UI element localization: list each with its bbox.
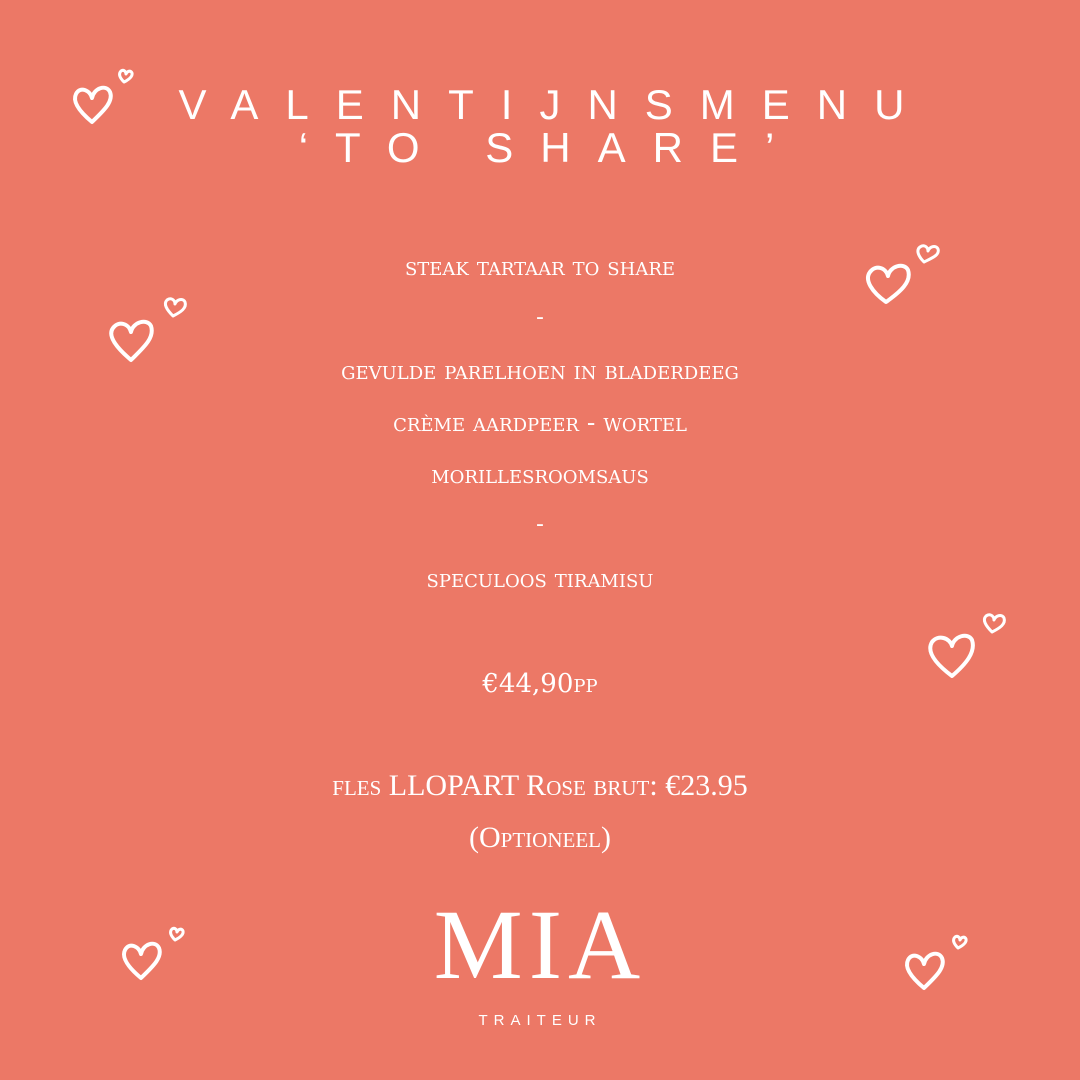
heart-doodle-icon	[115, 918, 195, 988]
heart-doodle-icon	[920, 604, 1016, 686]
heart-doodle-icon	[103, 290, 193, 370]
course-separator: -	[536, 512, 544, 537]
brand-logo: MIA	[433, 889, 647, 1000]
dessert-item: speculoos tiramisu	[426, 564, 654, 593]
optional-note: (Optioneel)	[469, 821, 611, 854]
wine-option: fles LLOPART Rose brut: €23.95	[332, 769, 748, 802]
price-per-person: €44,90pp	[482, 669, 598, 699]
heart-doodle-icon	[858, 238, 948, 313]
course-separator: -	[536, 305, 544, 330]
main-course-line: crème aardpeer - wortel	[393, 408, 687, 437]
main-course-line: gevulde parelhoen in bladerdeeg	[341, 356, 739, 385]
menu-title: VALENTIJNSMENU	[178, 81, 932, 128]
heart-doodle-icon	[898, 926, 978, 996]
heart-doodle-icon	[66, 62, 142, 132]
main-course-line: morillesroomsaus	[431, 460, 649, 489]
menu-subtitle: ‘TO SHARE’	[298, 124, 802, 171]
brand-subtitle: TRAITEUR	[478, 1012, 602, 1029]
starter-item: steak tartaar to share	[404, 252, 676, 281]
